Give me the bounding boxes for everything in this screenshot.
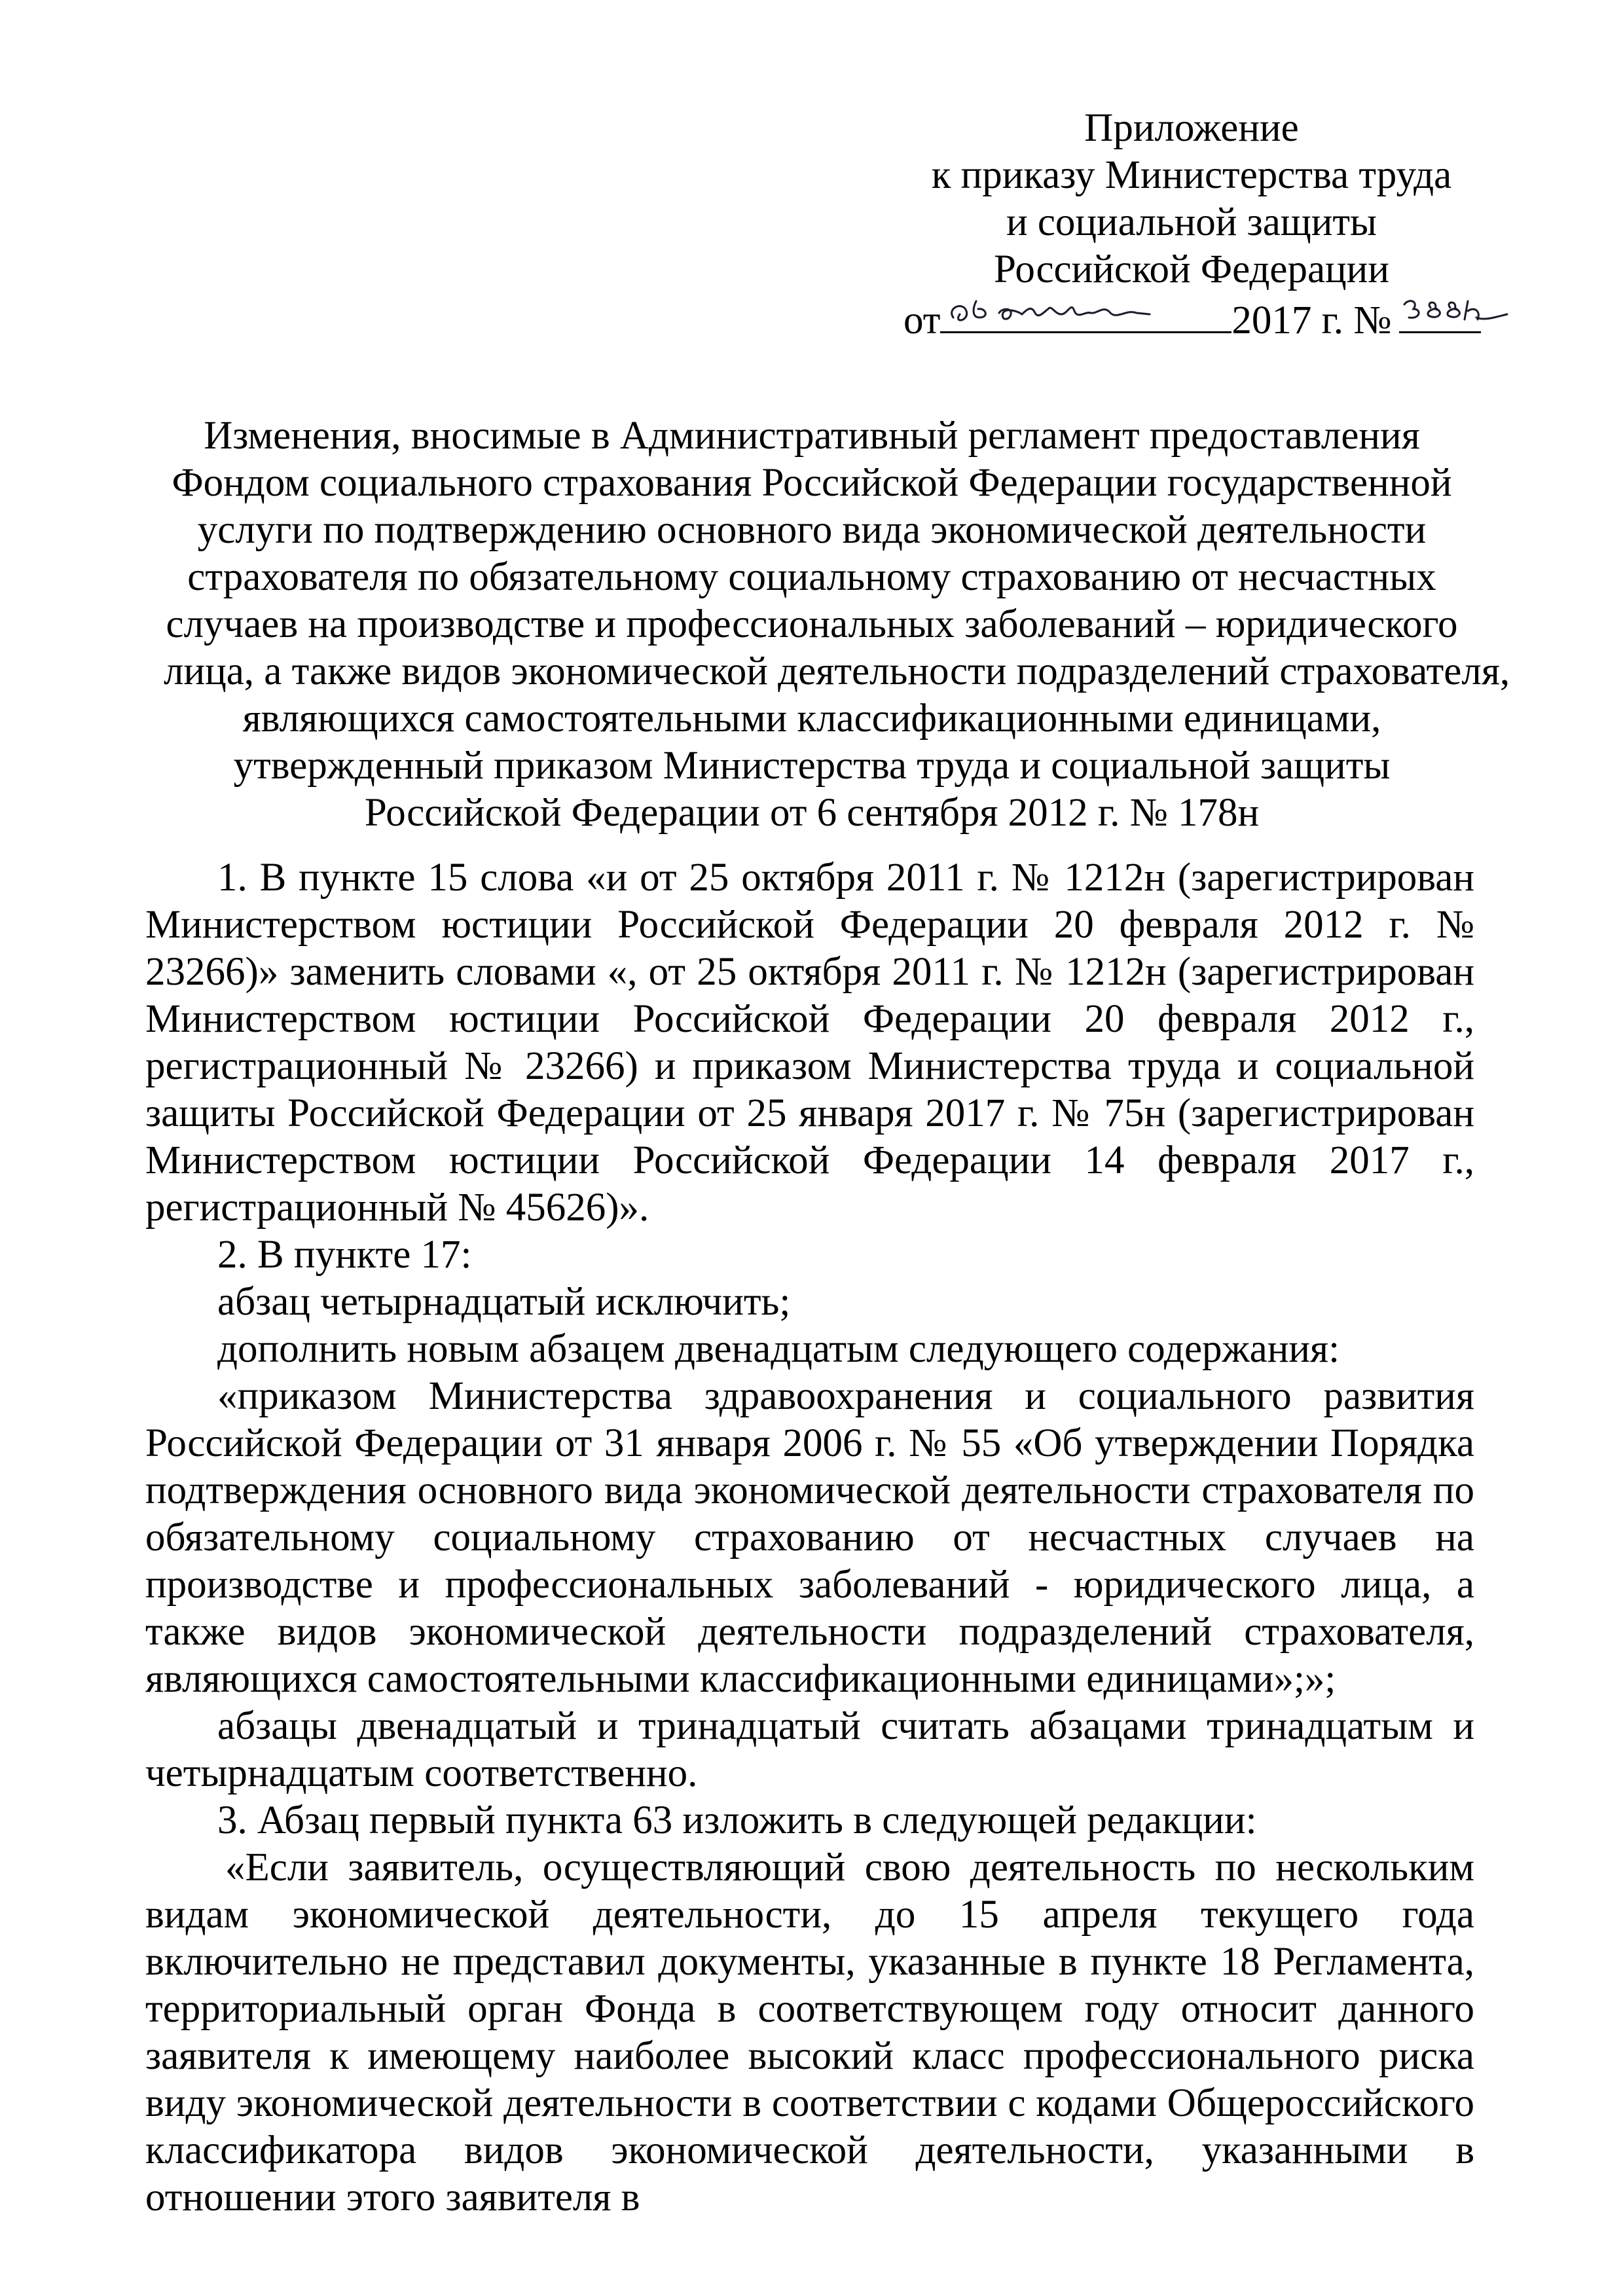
title-line: услуги по подтверждению основного вида экономической деятельности [197, 508, 1427, 552]
document-title [164, 412, 1510, 837]
appendix-line: Российской Федерации [994, 247, 1389, 291]
handwritten-number-signature [1399, 282, 1510, 334]
paragraph-2-item: абзац четырнадцатый исключить; [217, 1280, 791, 1324]
title-line: Фондом социального страхования Российской Федерации государственной [172, 461, 1452, 505]
paragraph-2: 2. В пункте 17: [217, 1233, 472, 1277]
paragraph-2-item: дополнить новым абзацем двенадцатым следующего содержания: [217, 1327, 1340, 1371]
title-line: страхователя по обязательному социальному страхованию от несчастных [187, 555, 1436, 599]
number-blank [1399, 293, 1481, 333]
paragraph-2-item: абзацы двенадцатый и тринадцатый считать абзацами тринадцатым и четырнадцатым соответственно. [145, 1704, 1474, 1795]
appendix-header [903, 105, 1480, 344]
title-line: утвержденный приказом Министерства труда и социальной защиты [233, 744, 1391, 788]
paragraph-1: 1. В пункте 15 слова «и от 25 октября 2011 г. № 1212н (зарегистрирован Министерством юстиции Российской Федерации 20 февраля 2012 г. № 23266)» заменить словами «, от 25 октября 2011 г. № 1212н (зарегистрирован Министерством юстиции Российской Федерации 20 февраля 2012 г., регистрационный № 23266) и приказом Министерства труда и социальной защиты Российской Федерации от 25 января 2017 г. № 75н (зарегистрирован Министерством юстиции Российской Федерации 14 февраля 2017 г., регистрационный № 45626)». [145, 856, 1474, 1230]
title-line: лица, а также видов экономической деятельности подразделений страхователя, [164, 649, 1510, 693]
appendix-line: к приказу Министерства труда [931, 153, 1452, 197]
appendix-line: и социальной защиты [1006, 200, 1377, 244]
date-prefix: от [903, 299, 941, 342]
date-blank [940, 293, 1231, 333]
paragraph-3-quote: «Если заявитель, осуществляющий свою деятельность по нескольким видам экономической деятельности, до 15 апреля текущего года включительно не представил документы, указанные в пункте 18 Регламента, территориальный орган Фонда в соответствующем году относит данного заявителя к имеющему наиболее высокий класс профессионального риска виду экономической деятельности в соответствии с кодами Общероссийского классификатора видов экономической деятельности, указанными в отношении этого заявителя в [145, 1846, 1474, 2219]
title-line: Изменения, вносимые в Административный регламент предоставления [204, 414, 1420, 458]
order-date-line [903, 293, 1480, 344]
title-line: являющихся самостоятельными классификационными единицами, [242, 697, 1381, 740]
handwritten-date-signature [940, 282, 1231, 334]
paragraph-3: 3. Абзац первый пункта 63 изложить в следующей редакции: [217, 1798, 1257, 1842]
appendix-line: Приложение [1084, 106, 1299, 150]
title-line: случаев на производстве и профессиональных заболеваний – юридического [166, 602, 1458, 646]
paragraph-2-quote: «приказом Министерства здравоохранения и социального развития Российской Федерации от 31 января 2006 г. № 55 «Об утверждении Порядка подтверждения основного вида экономической деятельности страхователя по обязательному социальному страхованию от несчастных случаев на производстве и профессиональных заболеваний - юридического лица, а также видов экономической деятельности подразделений страхователя, являющихся самостоятельными классификационными единицами»;»; [145, 1374, 1474, 1701]
title-line: Российской Федерации от 6 сентября 2012 г. № 178н [364, 791, 1260, 835]
document-body [145, 854, 1474, 2221]
year-and-number-label: 2017 г. № [1231, 299, 1392, 342]
